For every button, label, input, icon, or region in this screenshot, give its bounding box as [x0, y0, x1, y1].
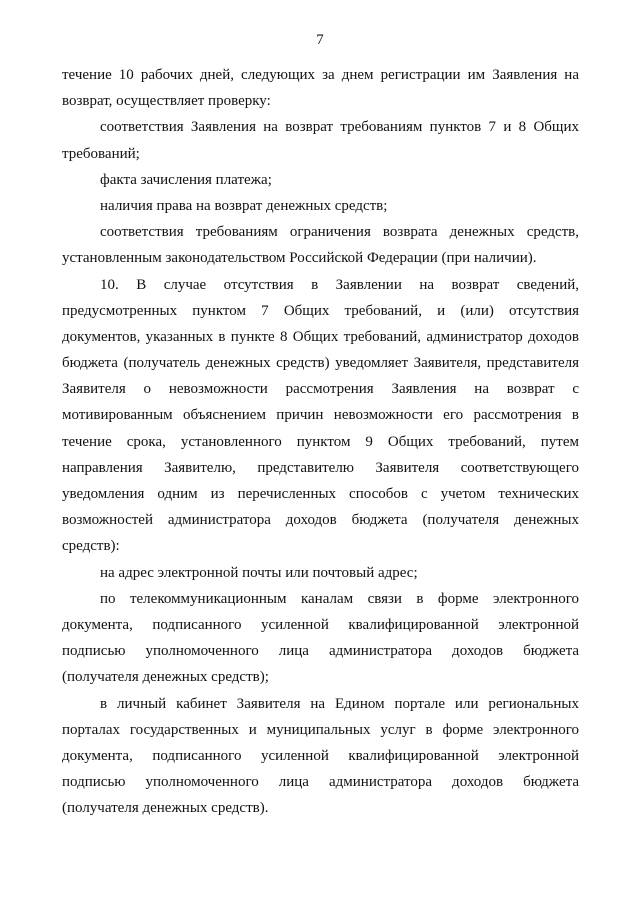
text-line: (получателя денежных средств);: [62, 669, 269, 686]
text-line: возможностей администратора доходов бюджета (получателя денежных: [62, 512, 579, 529]
text-line: наличия права на возврат денежных средств;: [100, 197, 388, 214]
text-line: в личный кабинет Заявителя на Едином портале или региональных: [100, 695, 579, 712]
text-line: подписью уполномоченного лица администратора доходов бюджета: [62, 774, 579, 791]
text-line: (получателя денежных средств).: [62, 800, 269, 817]
text-line: бюджета (получатель денежных средств) уведомляет Заявителя, представителя: [62, 355, 579, 372]
text-line: документа, подписанного усиленной квалифицированной электронной: [62, 747, 579, 764]
text-line: средств):: [62, 538, 120, 555]
text-line: 10. В случае отсутствия в Заявлении на возврат сведений,: [100, 276, 579, 293]
text-line: подписью уполномоченного лица администратора доходов бюджета: [62, 643, 579, 660]
text-line: возврат, осуществляет проверку:: [62, 93, 271, 110]
page-number: 7: [316, 32, 324, 48]
text-line: порталах государственных и муниципальных услуг в форме электронного: [62, 721, 579, 738]
text-line: документа, подписанного усиленной квалифицированной электронной: [62, 616, 579, 633]
text-line: течение срока, установленного пунктом 9 Общих требований, путем: [62, 433, 579, 450]
text-line: установленным законодательством Российской Федерации (при наличии).: [62, 250, 537, 267]
text-line: предусмотренных пунктом 7 Общих требований, и (или) отсутствия: [62, 302, 579, 319]
text-line: уведомления одним из перечисленных способов с учетом технических: [62, 486, 579, 502]
text-line: факта зачисления платежа;: [100, 171, 272, 188]
text-line: документов, указанных в пункте 8 Общих требований, администратор доходов: [62, 328, 579, 345]
text-line: течение 10 рабочих дней, следующих за днем регистрации им Заявления на: [62, 67, 579, 83]
text-line: соответствия требованиям ограничения возврата денежных средств,: [100, 224, 579, 241]
text-line: направления Заявителю, представителю Заявителя соответствующего: [62, 459, 579, 476]
text-line: по телекоммуникационным каналам связи в форме электронного: [100, 590, 579, 607]
text-line: соответствия Заявления на возврат требованиям пунктов 7 и 8 Общих: [100, 119, 579, 136]
document-body: [62, 62, 579, 821]
text-line: Заявителя о невозможности рассмотрения Заявления на возврат с: [62, 381, 579, 398]
text-line: на адрес электронной почты или почтовый адрес;: [100, 564, 418, 581]
text-line: мотивированным объяснением причин невозможности его рассмотрения в: [62, 407, 579, 424]
text-line: требований;: [62, 145, 140, 162]
